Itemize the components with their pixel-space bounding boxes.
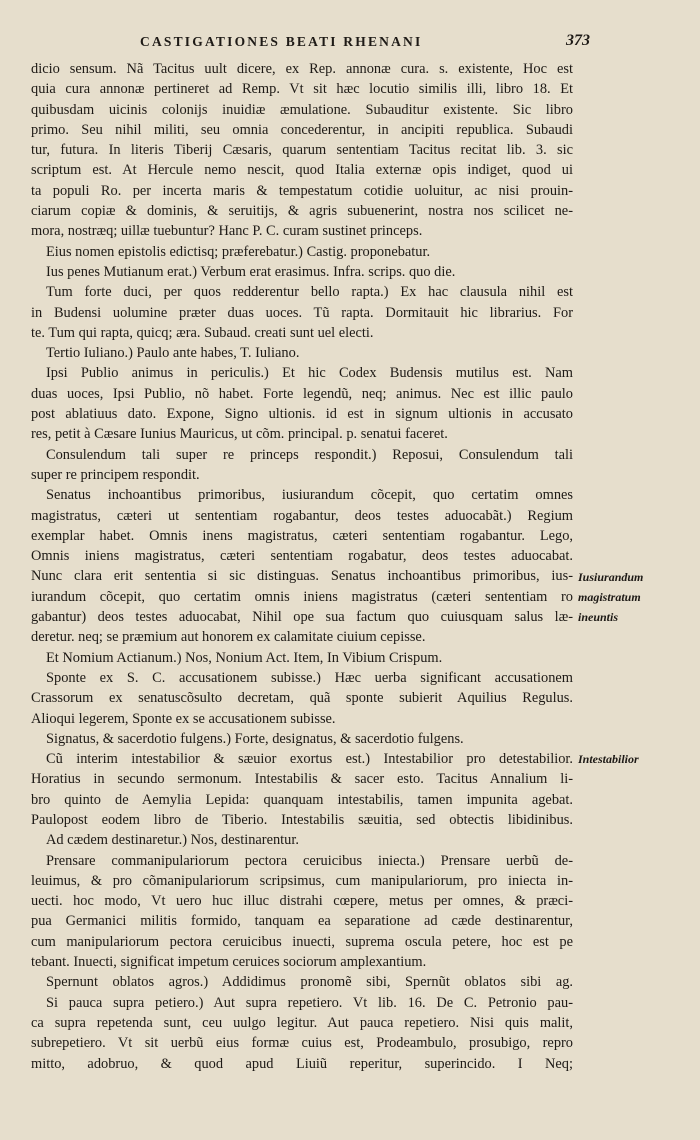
text-line: dicio sensum. Nã Tacitus uult dicere, ex Rep. annonæ cura. s. existente, Hoc est [31, 61, 573, 77]
text-line: quia cura annonæ pertineret ad Remp. Vt sit hæc locutio similis illi, libro 18. Et [31, 81, 573, 98]
text-line: Tertio Iuliano.) Paulo ante habes, T. Iuliano. [46, 345, 300, 362]
page-header [140, 32, 590, 56]
text-line: duas uoces, Ipsi Publio, nõ habet. Forte legendũ, neq; animus. Nec est illic paulo [31, 385, 573, 402]
running-head: CASTIGATIONES BEATI RHENANI [140, 34, 423, 49]
text-line: Ius penes Mutianum erat.) Verbum erat erasimus. Infra. scrips. quo die. [46, 263, 456, 280]
text-line: Ipsi Publio animus in periculis.) Et hic Codex Budensis mutilus est. Nam [46, 365, 573, 382]
text-line: mora, nostræq; uillæ tuebuntur? Hanc P. C. curam sustinet princeps. [31, 223, 423, 240]
text-line: Omnis iniens magistratus, cæteri sententiam rogabatur, deos testes aduocabat. [31, 548, 573, 565]
text-line: pua Germanici militis formido, tanquam ea separatione ad cæde destinarentur, [31, 913, 573, 930]
text-line: Alioqui legerem, Sponte ex se accusationem subisse. [31, 710, 336, 727]
text-line: Tum forte duci, per quos redderentur bello rapta.) Ex hac clausula nihil est [46, 284, 573, 301]
text-line: post ablatiuus dato. Expone, Signo ultionis. id est in signum ultionis in accusato [31, 406, 573, 423]
text-line: ta populi Ro. per incerta maris & tempestatum cotidie uoluitur, ac nisi prouin- [31, 182, 573, 199]
text-line: ca supra repetenda sunt, ceu uulgo legitur. Aut pauca repetiero. Nisi quis malit, [31, 1014, 573, 1031]
text-line: scriptum est. At Hercule nemo nescit, quod Italia externæ opis indiget, quod ui [31, 162, 573, 179]
margin-note: magistratum [578, 589, 641, 604]
text-line: tur, futura. In literis Tiberij Cæsaris, quarum sententiam Tacitus recitat lib. 3. sic [31, 142, 573, 159]
text-body [31, 59, 573, 1074]
text-line: primo. Seu nihil militi, seu omnia concederentur, in ancipiti republica. Subaudi [31, 121, 573, 138]
text-line: Paulopost eodem libro de Tiberio. Intestabilis sæuitia, sed obtectis libidinibus. [31, 811, 573, 828]
text-line: subrepetiero. Vt sit uerbũ eius formæ cuius est, Prodeambulo, prosubigo, repro [31, 1035, 573, 1052]
text-line: bro quinto de Aemylia Lepida: quanquam intestabilis, tamen impunita agebat. [31, 791, 573, 808]
text-line: quibusdam uicinis colonijs inuidiæ æmulatione. Subauditur existente. Sic libro [31, 101, 573, 118]
text-line: Cũ interim intestabilior & sæuior exortus est.) Intestabilior pro detestabilior. [46, 751, 573, 768]
text-line: gabantur) deos testes aduocabat, Nihil ope sua factum quo cuiusquam salus læ- [31, 609, 573, 626]
text-line: tebant. Inuecti, significat impetum ceruices sociorum amplexantium. [31, 954, 427, 971]
text-line: res, petit à Cæsare Iunius Mauricus, ut cõm. principal. p. senatui faceret. [31, 426, 448, 443]
text-line: Ad cædem destinaretur.) Nos, destinarentur. [46, 832, 299, 849]
text-line: iurandum cõcepit, quo certatim omnis iniens magistratus (cæteri sententiam ro [31, 588, 573, 605]
margin-note: ineuntis [578, 610, 619, 625]
text-line: ciarum copiæ & dominis, & seruitijs, & agris subuenerint, nostra nos scilicet ne- [31, 203, 573, 220]
text-line: te. Tum qui rapta, quicq; æra. Subaud. creati sunt uel electi. [31, 324, 374, 341]
text-line: uecti. hoc modo, Vt uero huc illuc distrahi cœpere, metus per omnes, & præci- [31, 893, 573, 910]
text-line: Senatus inchoantibus primoribus, iusiurandum cõcepit, quo certatim omnes [46, 487, 573, 504]
text-line: super re principem respondit. [31, 466, 200, 483]
text-line: deretur. neq; se præmium aut honorem ex calamitate ciuium cepisse. [31, 629, 426, 646]
text-line: in Budensi uolumine præter duas uoces. Tũ rapta. Dormitauit hic librarius. For [31, 304, 573, 321]
text-line: leuimus, & pro cõmanipulariorum scripsimus, cum manipulariorum, pro iniecta in- [31, 872, 573, 889]
text-line: cum manipulariorum pectora ceruicibus inuecti, suprema oscula petere, hoc est pe [31, 933, 573, 950]
page-number: 373 [566, 32, 590, 49]
text-line: mitto, adobruo, & quod apud Liuiũ reperitur, superincido. I Neq; [31, 1055, 573, 1072]
text-line: Signatus, & sacerdotio fulgens.) Forte, designatus, & sacerdotio fulgens. [46, 730, 464, 747]
text-line: Si pauca supra petiero.) Aut supra repetiero. Vt lib. 16. De C. Petronio pau- [46, 994, 573, 1011]
text-line: Nunc clara erit sententia si sic distinguas. Senatus inchoantibus primoribus, ius- [31, 568, 573, 585]
text-line: exemplar habet. Omnis inens magistratus, cæteri sententiam rogabantur. Lego, [31, 527, 573, 544]
text-line: Et Nomium Actianum.) Nos, Nonium Act. Item, In Vibium Crispum. [46, 649, 443, 666]
text-line: magistratus, cæteri ut sententiam rogabantur, deos testes aduocabãt.) Regium [31, 507, 573, 524]
text-line: Consulendum tali super re princeps respondit.) Reposui, Consulendum tali [46, 446, 573, 463]
text-line: Prensare commanipulariorum pectora ceruicibus iniecta.) Prensare uerbũ de- [46, 852, 573, 869]
text-line: Sponte ex S. C. accusationem subisse.) Hæc uerba significant accusationem [46, 669, 573, 686]
text-line: Spernunt oblatos agros.) Addidimus pronomẽ sibi, Spernũt oblatos sibi ag. [46, 974, 573, 991]
text-line: Horatius in secundo sermonum. Intestabilis & sacer esto. Tacitus Annalium li- [31, 771, 573, 788]
text-line: Eius nomen epistolis edictisq; præferebatur.) Castig. proponebatur. [46, 243, 431, 260]
margin-note: Iusiurandum [578, 569, 644, 584]
text-line: Crassorum ex senatuscõsulto decretam, quã sponte subierit Aquilius Regulus. [31, 690, 573, 707]
margin-note: Intestabilior [578, 752, 639, 767]
